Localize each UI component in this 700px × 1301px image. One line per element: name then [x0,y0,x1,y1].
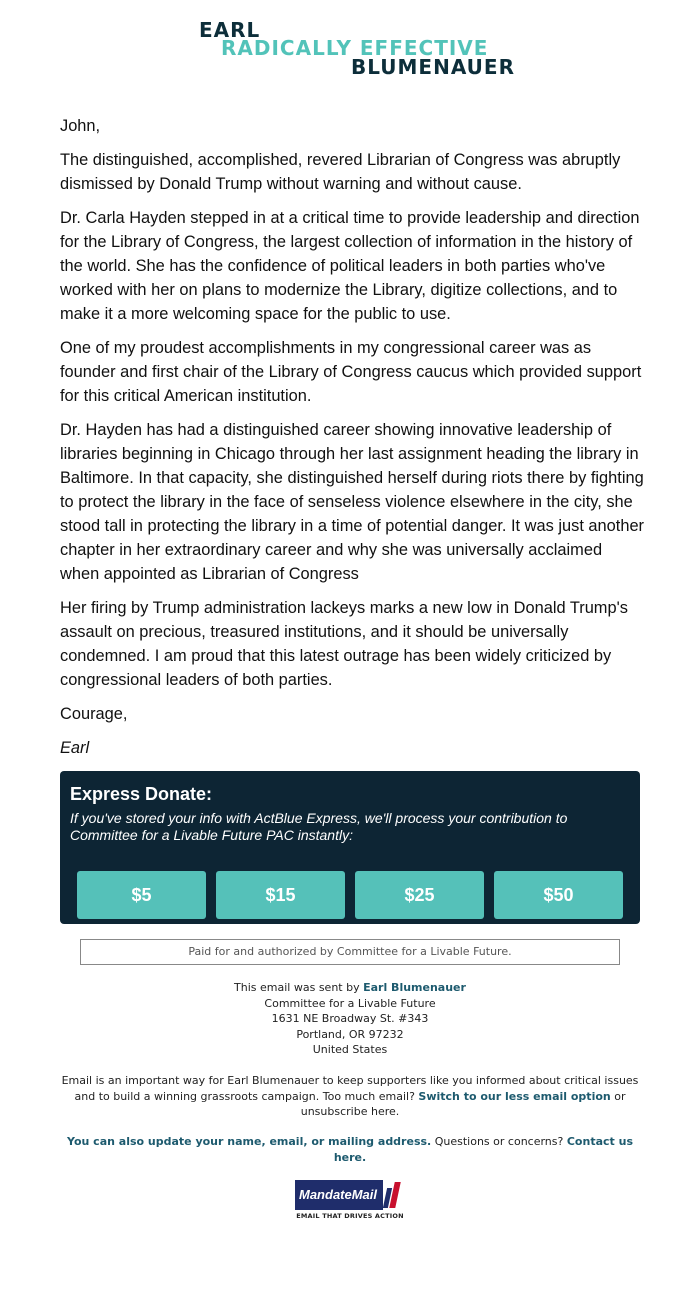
contact-us-link[interactable]: Contact us here. [333,1135,633,1164]
campaign-logo [0,18,700,80]
sender-name-link[interactable]: Earl Blumenauer [363,981,466,994]
express-donate-title: Express Donate: [70,784,213,804]
letter-paragraph: Her firing by Trump administration lackeys marks a new low in Donald Trump's assault on precious, treasured institutions, and it should be universally condemned. I am proud that this latest outrage has been widely criticized by congressional leaders of both parties. [60,599,628,689]
address-line-2: Portland, OR 97232 [296,1027,404,1041]
paid-for-disclaimer: Paid for and authorized by Committee for a Livable Future. [80,939,620,965]
unsubscribe-text[interactable]: or unsubscribe here. [300,1089,626,1119]
mandatemail-badge[interactable] [295,1180,405,1222]
donate-15-button[interactable]: $15 [216,871,345,919]
donation-amounts [77,871,623,919]
express-donate-panel [60,771,640,924]
sender-info [0,980,700,1058]
letter-body [60,114,645,770]
letter-paragraph: Dr. Hayden has had a distinguished career showing innovative leadership of libraries beginning in Chicago through her last assignment heading the library in Baltimore. In that capacity, she distinguished herself during riots there by fighting to protect the library in the face of senseless violence elsewhere in the city, she stood tall in protecting the library in a time of potential danger. It was just another chapter in her extraordinary career and why she was universally acclaimed when appointed as Librarian of Congress [60,421,645,583]
address-country: United States [312,1043,388,1057]
questions-text: Questions or concerns? [434,1135,564,1148]
email-notice [58,1073,642,1120]
sent-by-line [0,980,700,996]
donate-50-button[interactable]: $50 [494,871,623,919]
donate-25-button[interactable]: $25 [355,871,484,919]
letter-paragraph: The distinguished, accomplished, revered Librarian of Congress was abruptly dismissed by Donald Trump without warning and without cause. [60,151,621,193]
committee-name: Committee for a Livable Future [264,996,436,1010]
letter-paragraph: One of my proudest accomplishments in my congressional career was as founder and first chair of the Library of Congress caucus which provided support for this critical American institution. [60,339,642,405]
greeting: John, [60,117,101,135]
mandatemail-name: MandateMail [299,1187,378,1202]
flag-icon [383,1180,405,1210]
logo-line-blumenauer: BLUMENAUER [351,55,515,79]
address-line-1: 1631 NE Broadway St. #343 [271,1012,429,1026]
express-donate-description: If you've stored your info with ActBlue Express, we'll process your contribution to Committee for a Livable Future PAC instantly: [70,810,568,843]
logo-line-tagline: RADICALLY EFFECTIVE [221,36,489,60]
mandatemail-logo [295,1180,405,1210]
sent-by-prefix: This email was sent by [234,981,360,994]
letter-paragraph: Dr. Carla Hayden stepped in at a critical time to provide leadership and direction for the Library of Congress, the largest collection of information in the history of the world. She has the confidence of political leaders in both parties who've worked with her on plans to modernize the Library, digitize collections, and to make it a more welcoming space for the public to use. [60,209,640,323]
update-details-link[interactable]: You can also update your name, email, or mailing address. [67,1135,432,1148]
update-info [58,1134,642,1165]
notice-text: Email is an important way for Earl Blumenauer to keep supporters like you informed about critical issues and to build a winning grassroots campaign. Too much email? [61,1074,639,1103]
less-email-link[interactable]: Switch to our less email option [418,1089,611,1103]
signature: Earl [60,739,90,757]
closing: Courage, [60,705,128,723]
logo-line-earl: EARL [199,18,261,42]
donate-5-button[interactable]: $5 [77,871,206,919]
mandatemail-tagline: EMAIL THAT DRIVES ACTION [296,1212,404,1220]
